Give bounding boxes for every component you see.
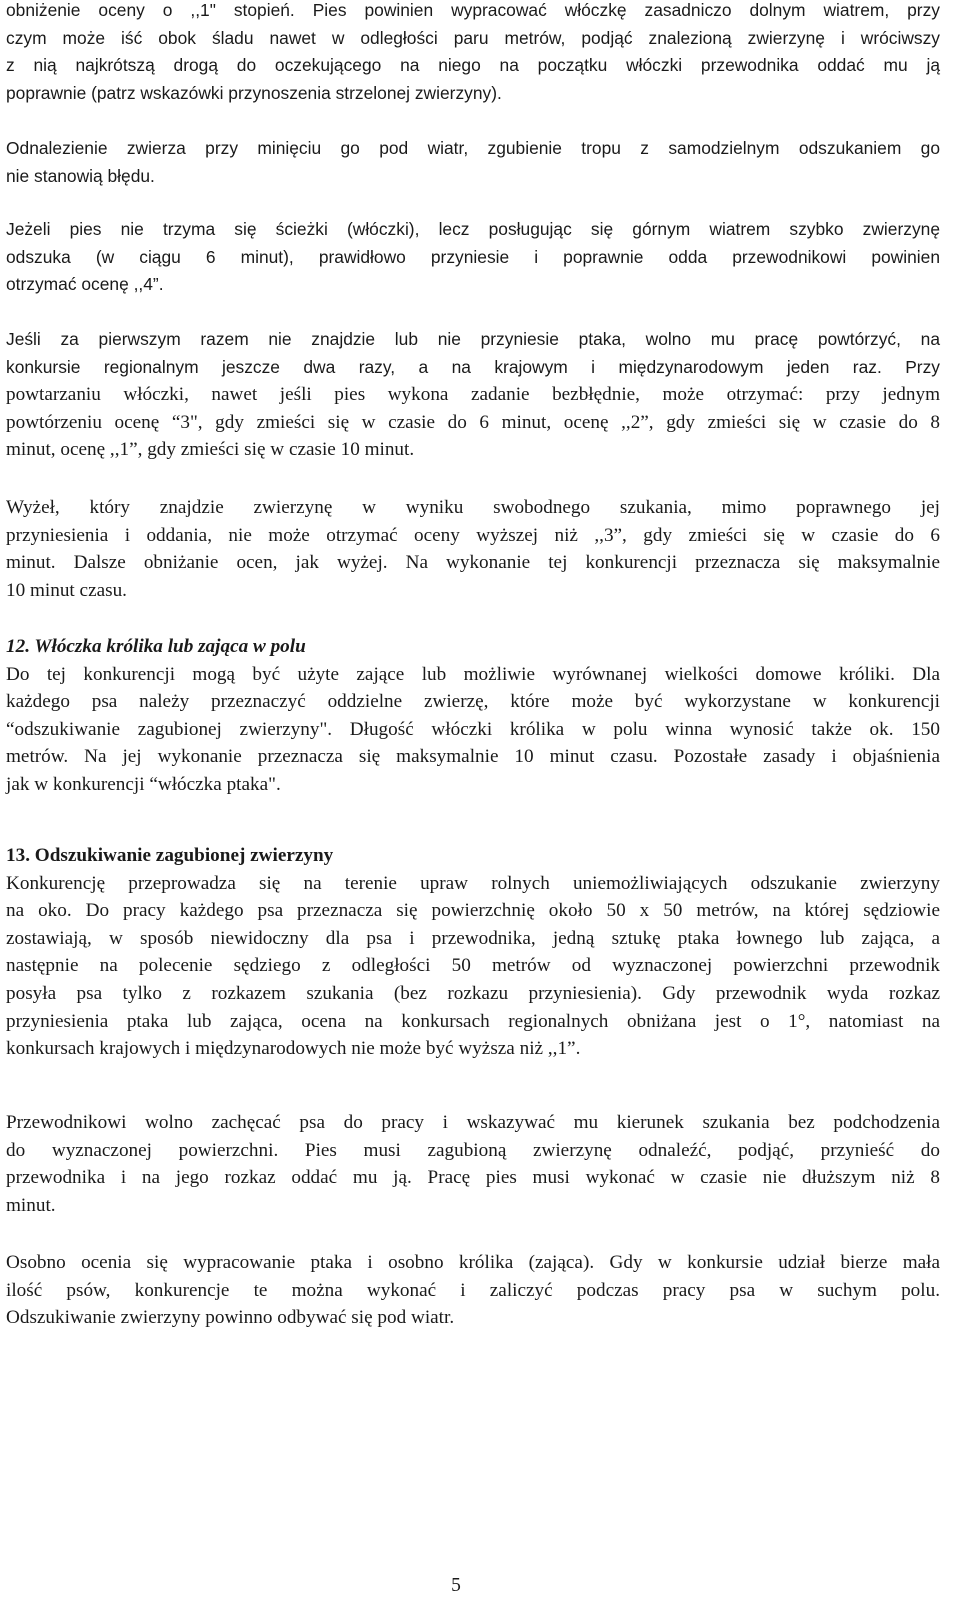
text-line: minut, ocenę ,,1”, gdy zmieści się w czasie 10 minut. [6, 439, 415, 461]
paragraph-5 [6, 494, 940, 604]
text-line: czym może iść obok śladu nawet w odległości paru metrów, podjąć znalezioną zwierzynę i wróciwszy [6, 27, 940, 48]
paragraph-1 [6, 0, 940, 107]
text-line: Osobno ocenia się wypracowanie ptaka i osobno królika (zająca). Gdy w konkursie udział bierze mała [6, 1252, 940, 1273]
paragraph-14 [6, 1109, 940, 1219]
text-line: nie stanowią błędu. [6, 165, 155, 186]
text-line: przewodnika i na jego rozkaz oddać mu ją. Pracę pies musi wykonać w czasie nie dłuższym niż 8 [6, 1167, 940, 1189]
text-line: następnie na polecenie sędziego z odległości 50 metrów od wyznaczonej powierzchni przewodnik [6, 955, 940, 977]
text-line: do wyznaczonej powierzchni. Pies musi zagubioną zwierzynę odnaleźć, podjąć, przynieść do [6, 1139, 940, 1161]
text-line: obniżenie oceny o ,,1" stopień. Pies powinien wypracować włóczkę zasadniczo dolnym wiatrem, przy [6, 0, 940, 20]
text-line: Jeżeli pies nie trzyma się ścieżki (włóczki), lecz posługując się górnym wiatrem szybko zwierzynę [6, 219, 940, 239]
text-line: powtórzeniu ocenę “3", gdy zmieści się w czasie do 6 minut, ocenę ,,2”, gdy zmieści się w czasie do 8 [6, 411, 940, 433]
text-line: poprawnie (patrz wskazówki przynoszenia strzelonej zwierzyny). [6, 82, 502, 103]
text-line: 10 minut czasu. [6, 579, 127, 601]
paragraph-4 [6, 326, 940, 464]
text-line: Do tej konkurencji mogą być użyte zające lub możliwie wyrównanej wielkości domowe króliki. Dla [6, 663, 940, 685]
text-line: z nią najkrótszą drogą do oczekującego na niego na początku włóczki przewodnika oddać mu ją [6, 55, 940, 76]
text-line: konkursie regionalnym jeszcze dwa razy, a na krajowym i międzynarodowym jeden raz. Przy [6, 356, 940, 377]
text-line: przyniesienia i oddania, nie może otrzymać oceny wyższej niż ,,3”, gdy zmieści się w czasie do 6 [6, 524, 940, 546]
text-line: każdego psa należy przeznaczyć oddzielne zwierzę, które może być wykorzystane w konkurencji [6, 691, 940, 713]
text-line: odszuka (w ciągu 6 minut), prawidłowo przyniesie i poprawnie odda przewodnikowi powinien [6, 246, 940, 267]
text-line: zostawiają, w sposób niewidoczny dla psa i przewodnika, jedną sztukę ptaka łownego lub zająca, a [6, 927, 940, 949]
section-heading: 12. Włóczka królika lub zająca w polu [6, 636, 306, 657]
paragraph-2 [6, 135, 940, 190]
text-line: “odszukiwanie zagubionej zwierzyny". Długość włóczki królika w polu winna wynosić także ok. 150 [6, 718, 940, 740]
section-12 [6, 633, 940, 799]
paragraph-15 [6, 1249, 940, 1332]
text-line: na oko. Do pracy każdego psa przeznacza się powierzchnię około 50 x 50 metrów, na której sędziowie [6, 900, 940, 922]
text-line: Odnalezienie zwierza przy minięciu go pod wiatr, zgubienie tropu z samodzielnym odszukaniem go [6, 138, 940, 158]
text-line: posyła psa tylko z rozkazem szukania (bez rozkazu przyniesienia). Gdy przewodnik wyda rozkaz [6, 982, 940, 1004]
text-line: minut. Dalsze obniżanie ocen, jak wyżej. Na wykonanie tej konkurencji przeznacza się maksymalnie [6, 552, 940, 574]
section-13 [6, 842, 940, 1063]
text-line: metrów. Na jej wykonanie przeznacza się maksymalnie 10 minut czasu. Pozostałe zasady i objaśnienia [6, 746, 940, 768]
text-line: minut. [6, 1194, 56, 1216]
text-line: Wyżeł, który znajdzie zwierzynę w wyniku swobodnego szukania, mimo poprawnego jej [6, 497, 940, 518]
text-line: powtarzaniu włóczki, nawet jeśli pies wykona zadanie bezbłędnie, może otrzymać: przy jednym [6, 384, 940, 406]
text-line: Przewodnikowi wolno zachęcać psa do pracy i wskazywać mu kierunek szukania bez podchodzenia [6, 1112, 940, 1133]
text-line: Jeśli za pierwszym razem nie znajdzie lub nie przyniesie ptaka, wolno mu pracę powtórzyć, na [6, 329, 940, 349]
text-line: otrzymać ocenę ,,4”. [6, 274, 164, 295]
text-line: konkursach krajowych i międzynarodowych nie może być wyższa niż ,,1”. [6, 1038, 581, 1060]
text-line: Konkurencję przeprowadza się na terenie upraw rolnych uniemożliwiających odszukanie zwierzyny [6, 872, 940, 894]
page-number: 5 [451, 1575, 461, 1596]
paragraph-3 [6, 216, 940, 299]
text-line: przyniesienia ptaka lub zająca, ocena na konkursach regionalnych obniżana jest o 1°, natomiast na [6, 1010, 940, 1032]
text-line: Odszukiwanie zwierzyny powinno odbywać się pod wiatr. [6, 1307, 455, 1329]
text-line: jak w konkurencji “włóczka ptaka". [6, 773, 281, 795]
section-heading: 13. Odszukiwanie zagubionej zwierzyny [6, 845, 334, 866]
text-line: ilość psów, konkurencje te można wykonać i zaliczyć podczas pracy psa w suchym polu. [6, 1279, 940, 1301]
